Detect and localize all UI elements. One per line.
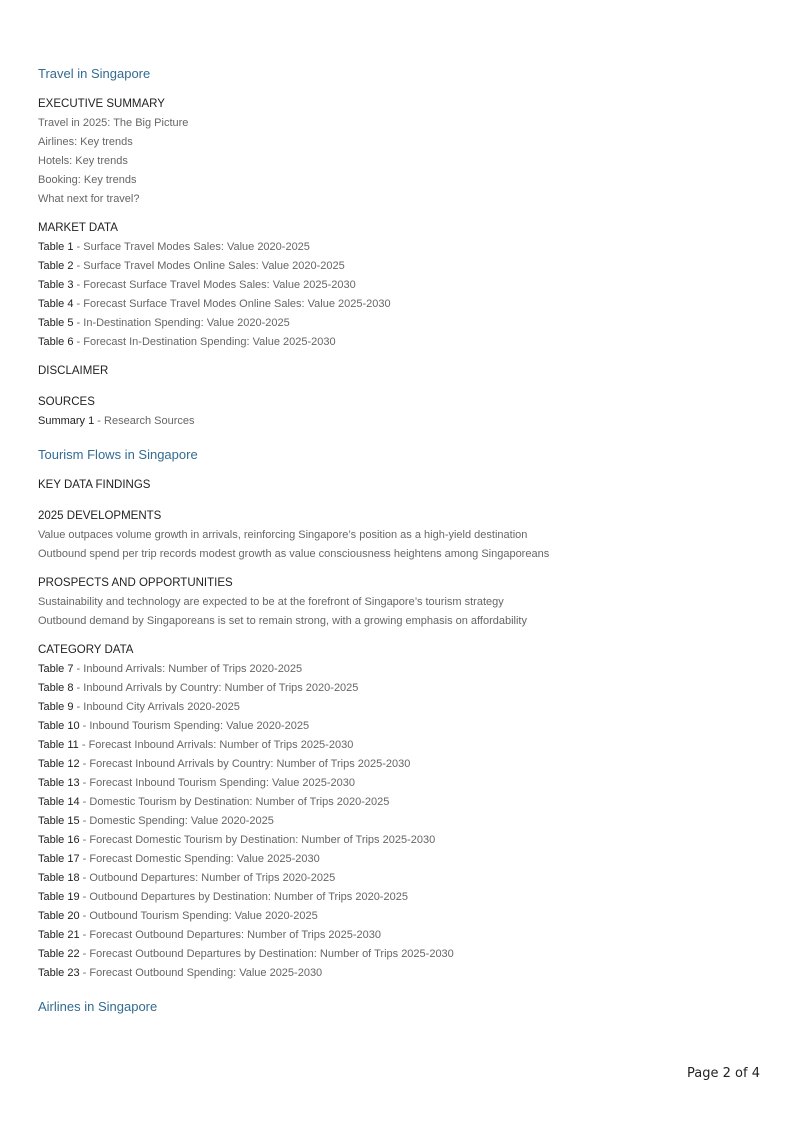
table-label: Table 4 [38,298,74,310]
toc-table-item[interactable] [38,681,758,695]
toc-table-item[interactable] [38,890,758,904]
table-label: Table 18 [38,872,80,884]
toc-item-text: Forecast In-Destination Spending: Value 2025-2030 [83,336,336,348]
toc-item-text: Forecast Surface Travel Modes Online Sales: Value 2025-2030 [83,298,391,310]
separator: - [79,720,90,732]
toc-item-text: What next for travel? [38,193,140,205]
toc-table-item[interactable] [38,833,758,847]
toc-table-item[interactable] [38,719,758,733]
toc-item-text: Outbound Departures: Number of Trips 2020-2025 [89,872,336,884]
toc-item-text: Forecast Inbound Arrivals by Country: Number of Trips 2025-2030 [89,758,411,770]
toc-item-text: In-Destination Spending: Value 2020-2025 [83,317,290,329]
toc-section [38,447,758,980]
table-label: Table 2 [38,260,74,272]
section-title[interactable]: Travel in Singapore [38,66,151,81]
table-label: Table 20 [38,910,80,922]
toc-heading[interactable]: DISCLAIMER [38,365,109,377]
toc-item-text: Travel in 2025: The Big Picture [38,117,189,129]
separator: - [73,701,84,713]
toc-heading[interactable]: SOURCES [38,396,95,408]
toc-item[interactable] [38,614,758,628]
table-label: Table 11 [38,739,79,751]
table-of-contents [38,66,758,1015]
toc-table-item[interactable] [38,776,758,790]
toc-item-text: Research Sources [104,415,195,427]
toc-item-text: Surface Travel Modes Online Sales: Value 2020-2025 [83,260,345,272]
separator: - [73,279,84,291]
separator: - [79,777,90,789]
table-label: Table 13 [38,777,80,789]
separator: - [79,948,90,960]
toc-item[interactable] [38,547,758,561]
toc-item-text: Forecast Inbound Arrivals: Number of Trips 2025-2030 [88,739,354,751]
toc-table-item[interactable] [38,414,758,428]
toc-heading[interactable]: EXECUTIVE SUMMARY [38,98,165,110]
table-label: Table 10 [38,720,80,732]
toc-table-item[interactable] [38,335,758,349]
toc-item-text: Hotels: Key trends [38,155,128,167]
separator: - [79,891,90,903]
toc-section [38,66,758,428]
toc-item[interactable] [38,528,758,542]
toc-heading[interactable]: CATEGORY DATA [38,644,134,656]
toc-item[interactable] [38,116,758,130]
toc-item-text: Airlines: Key trends [38,136,133,148]
toc-table-item[interactable] [38,700,758,714]
separator: - [78,739,89,751]
table-label: Table 15 [38,815,80,827]
toc-item[interactable] [38,154,758,168]
toc-table-item[interactable] [38,240,758,254]
toc-heading[interactable]: PROSPECTS AND OPPORTUNITIES [38,577,233,589]
table-label: Table 3 [38,279,74,291]
table-label: Table 8 [38,682,74,694]
table-label: Table 17 [38,853,80,865]
separator: - [94,415,105,427]
separator: - [79,967,90,979]
table-label: Table 6 [38,336,74,348]
separator: - [73,317,84,329]
toc-item-text: Outbound spend per trip records modest growth as value consciousness heightens among Singaporeans [38,548,550,560]
toc-item-text: Forecast Domestic Tourism by Destination: Number of Trips 2025-2030 [89,834,436,846]
toc-item-text: Outbound Tourism Spending: Value 2020-2025 [89,910,318,922]
toc-item-text: Forecast Outbound Spending: Value 2025-2030 [89,967,323,979]
table-label: Table 12 [38,758,80,770]
separator: - [79,910,90,922]
toc-item[interactable] [38,173,758,187]
toc-item-text: Inbound City Arrivals 2020-2025 [83,701,240,713]
toc-table-item[interactable] [38,757,758,771]
table-label: Table 23 [38,967,80,979]
separator: - [73,260,84,272]
table-label: Table 1 [38,241,74,253]
toc-item-text: Inbound Tourism Spending: Value 2020-2025 [89,720,310,732]
separator: - [73,241,84,253]
toc-item-text: Forecast Domestic Spending: Value 2025-2030 [89,853,320,865]
toc-section [38,999,758,1015]
separator: - [79,872,90,884]
toc-item[interactable] [38,192,758,206]
separator: - [79,796,90,808]
toc-table-item[interactable] [38,278,758,292]
toc-table-item[interactable] [38,852,758,866]
toc-item-text: Sustainability and technology are expected to be at the forefront of Singapore’s tourism strategy [38,596,504,608]
toc-heading[interactable]: 2025 DEVELOPMENTS [38,510,162,522]
toc-item-text: Inbound Arrivals by Country: Number of Trips 2020-2025 [83,682,359,694]
toc-table-item[interactable] [38,316,758,330]
toc-item-text: Outbound demand by Singaporeans is set to remain strong, with a growing emphasis on affordability [38,615,527,627]
table-label: Table 16 [38,834,80,846]
toc-table-item[interactable] [38,928,758,942]
toc-table-item[interactable] [38,738,758,752]
table-label: Table 9 [38,701,74,713]
toc-table-item[interactable] [38,297,758,311]
section-title[interactable]: Tourism Flows in Singapore [38,447,198,462]
toc-item-text: Booking: Key trends [38,174,137,186]
separator: - [79,815,90,827]
toc-item-text: Forecast Outbound Departures by Destination: Number of Trips 2025-2030 [89,948,454,960]
toc-item[interactable] [38,595,758,609]
table-label: Table 7 [38,663,74,675]
toc-table-item[interactable] [38,909,758,923]
page-number: Page 2 of 4 [687,1066,760,1081]
toc-item-text: Forecast Surface Travel Modes Sales: Value 2025-2030 [83,279,356,291]
summary-label: Summary 1 [38,415,95,427]
toc-item[interactable] [38,135,758,149]
separator: - [73,663,84,675]
toc-table-item[interactable] [38,966,758,980]
table-label: Table 5 [38,317,74,329]
toc-item-text: Inbound Arrivals: Number of Trips 2020-2025 [83,663,303,675]
toc-item-text: Domestic Tourism by Destination: Number of Trips 2020-2025 [89,796,390,808]
toc-heading[interactable]: KEY DATA FINDINGS [38,479,151,491]
toc-item-text: Value outpaces volume growth in arrivals, reinforcing Singapore’s position as a high-yield destination [38,529,528,541]
table-label: Table 21 [38,929,80,941]
table-label: Table 14 [38,796,80,808]
toc-item-text: Surface Travel Modes Sales: Value 2020-2025 [83,241,310,253]
toc-table-item[interactable] [38,795,758,809]
separator: - [73,298,84,310]
toc-heading[interactable]: MARKET DATA [38,222,118,234]
separator: - [79,929,90,941]
toc-item-text: Forecast Outbound Departures: Number of Trips 2025-2030 [89,929,382,941]
table-label: Table 22 [38,948,80,960]
section-title[interactable]: Airlines in Singapore [38,999,158,1014]
separator: - [73,336,84,348]
separator: - [79,758,90,770]
separator: - [79,834,90,846]
toc-item-text: Forecast Inbound Tourism Spending: Value 2025-2030 [89,777,355,789]
separator: - [79,853,90,865]
table-label: Table 19 [38,891,80,903]
toc-table-item[interactable] [38,947,758,961]
toc-table-item[interactable] [38,871,758,885]
separator: - [73,682,84,694]
toc-item-text: Outbound Departures by Destination: Number of Trips 2020-2025 [89,891,408,903]
toc-item-text: Domestic Spending: Value 2020-2025 [89,815,274,827]
toc-table-item[interactable] [38,662,758,676]
toc-table-item[interactable] [38,814,758,828]
toc-table-item[interactable] [38,259,758,273]
